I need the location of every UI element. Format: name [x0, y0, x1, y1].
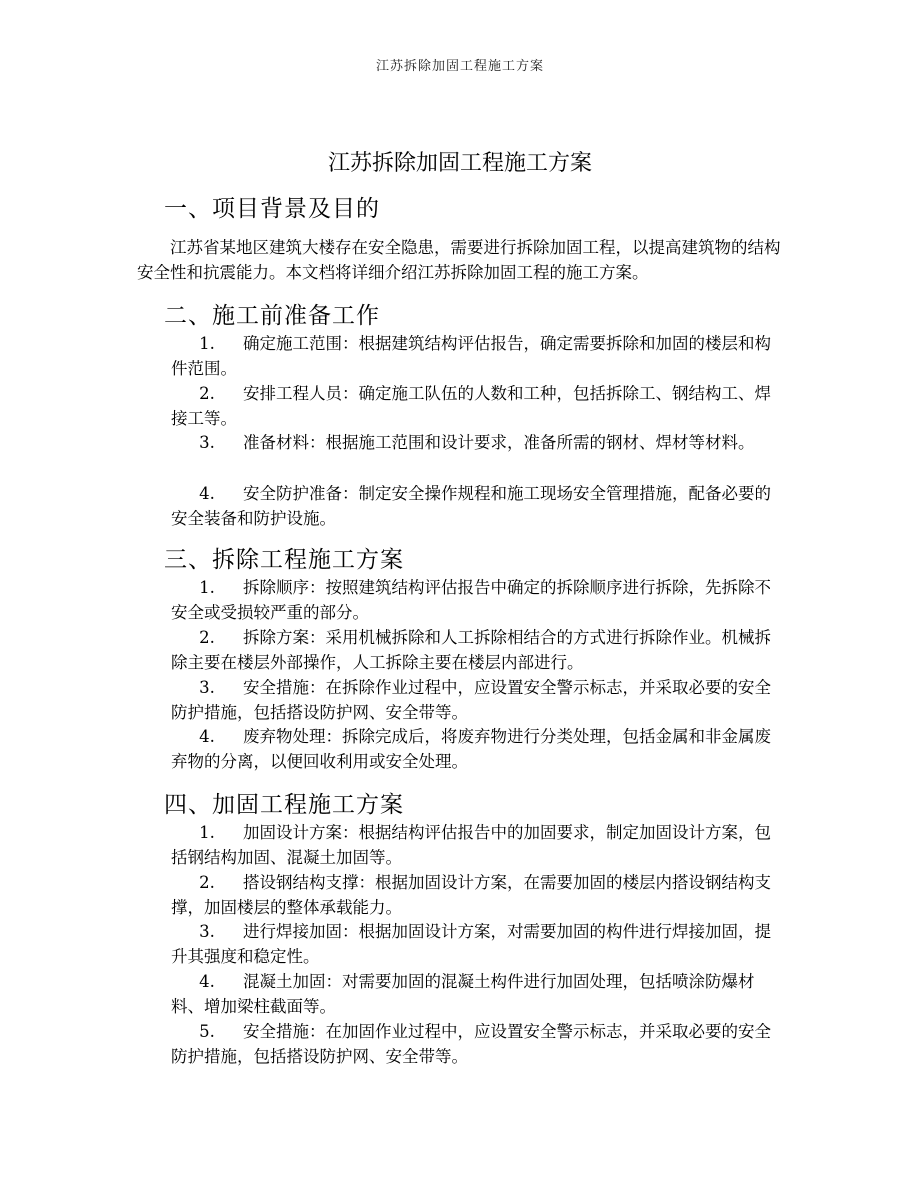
list-item-text: 安全措施：在加固作业过程中，应设置安全警示标志，并采取必要的安全防护措施，包括搭设防护网、安全带等。 — [171, 1022, 771, 1066]
list-item-text: 进行焊接加固：根据加固设计方案，对需要加固的构件进行焊接加固，提升其强度和稳定性。 — [171, 922, 771, 966]
list-item — [171, 870, 787, 920]
list-item-text: 确定施工范围：根据建筑结构评估报告，确定需要拆除和加固的楼层和构件范围。 — [171, 334, 771, 378]
list-item — [171, 969, 787, 1019]
list-item-number: 5. — [199, 1022, 215, 1041]
list-item-text: 准备材料：根据施工范围和设计要求，准备所需的钢材、焊材等材料。 — [243, 433, 755, 452]
list-item-text: 安排工程人员：确定施工队伍的人数和工种，包括拆除工、钢结构工、焊接工等。 — [171, 384, 771, 428]
document-title: 江苏拆除加固工程施工方案 — [327, 151, 592, 176]
list-item-number: 2. — [199, 873, 215, 892]
list-item-text: 搭设钢结构支撑：根据加固设计方案，在需要加固的楼层内搭设钢结构支撑，加固楼层的整体承载能力。 — [171, 873, 771, 917]
list-item — [171, 381, 787, 431]
list-item — [171, 919, 787, 969]
running-header: 江苏拆除加固工程施工方案 — [375, 59, 544, 74]
list-item-number: 3. — [199, 922, 215, 941]
list-item-number: 3. — [199, 433, 215, 452]
list-item-number: 1. — [199, 823, 215, 842]
list-item-number: 3. — [199, 678, 215, 697]
section-paragraph-background: 江苏省某地区建筑大楼存在安全隐患，需要进行拆除加固工程，以提高建筑物的结构安全性和抗震能力。本文档将详细介绍江苏拆除加固工程的施工方案。 — [137, 238, 781, 282]
section-heading-background: 一、项目背景及目的 — [164, 196, 380, 222]
list-item-text: 安全措施：在拆除作业过程中，应设置安全警示标志，并采取必要的安全防护措施，包括搭设防护网、安全带等。 — [171, 678, 771, 722]
list-item-number: 2. — [199, 628, 215, 647]
list-item-number: 1. — [199, 578, 215, 597]
list-item-text: 加固设计方案：根据结构评估报告中的加固要求，制定加固设计方案，包括钢结构加固、混凝土加固等。 — [171, 823, 771, 867]
list-item-number: 2. — [199, 384, 215, 403]
list-item — [171, 1019, 787, 1069]
list-item — [171, 724, 787, 774]
list-item-number: 4. — [199, 484, 215, 503]
list-item-text: 废弃物处理：拆除完成后，将废弃物进行分类处理，包括金属和非金属废弃物的分离，以便回收利用或安全处理。 — [171, 727, 771, 771]
list-item-text: 安全防护准备：制定安全操作规程和施工现场安全管理措施，配备必要的安全装备和防护设施。 — [171, 484, 771, 528]
list-item — [171, 331, 787, 381]
list-item-number: 1. — [199, 334, 215, 353]
list-item — [171, 430, 787, 455]
list-item — [171, 625, 787, 675]
list-item — [171, 575, 787, 625]
list-item — [171, 675, 787, 725]
list-item — [171, 481, 787, 531]
section-heading-preparation: 二、施工前准备工作 — [164, 303, 380, 329]
list-item-text: 混凝土加固：对需要加固的混凝土构件进行加固处理，包括喷涂防爆材料、增加梁柱截面等。 — [171, 972, 755, 1016]
list-item-number: 4. — [199, 972, 215, 991]
section-heading-demolition: 三、拆除工程施工方案 — [164, 547, 404, 573]
section-heading-reinforcement: 四、加固工程施工方案 — [164, 792, 404, 818]
list-item — [171, 820, 787, 870]
list-item-number: 4. — [199, 727, 215, 746]
list-item-text: 拆除方案：采用机械拆除和人工拆除相结合的方式进行拆除作业。机械拆除主要在楼层外部操作，人工拆除主要在楼层内部进行。 — [171, 628, 771, 672]
list-item-text: 拆除顺序：按照建筑结构评估报告中确定的拆除顺序进行拆除，先拆除不安全或受损较严重的部分。 — [171, 578, 771, 622]
